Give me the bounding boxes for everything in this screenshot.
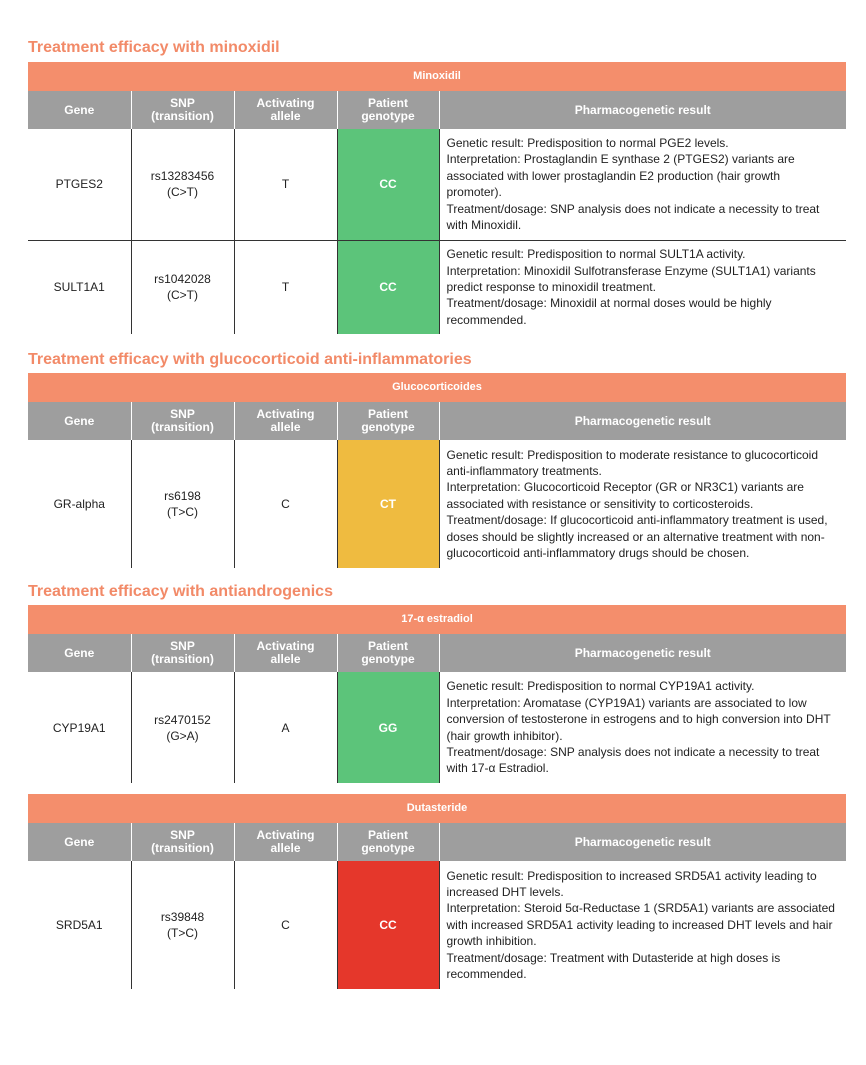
table-row (28, 240, 846, 334)
header-allele: Activating allele (234, 823, 337, 861)
header-snp: SNP (transition) (131, 823, 234, 861)
table-block-minoxidil (28, 62, 846, 334)
genotype-cell: CC (337, 129, 439, 240)
table-header-row (28, 634, 846, 672)
gene-cell: SRD5A1 (55, 918, 103, 932)
header-gene: Gene (28, 402, 131, 440)
table-row (28, 129, 846, 240)
header-result: Pharmacogenetic result (439, 91, 846, 129)
genotype-cell: CC (337, 240, 439, 334)
allele-cell: T (234, 240, 337, 334)
table-block-glucocorticoides (28, 373, 846, 568)
header-snp: SNP (transition) (131, 402, 234, 440)
result-cell: Genetic result: Predisposition to increased SRD5A1 activity leading to increased DHT levels. Interpretation: Steroid 5α-Reductase 1 (SRD5A1) variants are associated with increased SRD5A1 activity leading to increased DHT levels and hair growth inhibition. Treatment/dosage: Treatment with Dutasteride at high doses is recommended. (439, 861, 846, 989)
header-allele: Activating allele (234, 402, 337, 440)
genotype-cell: CC (337, 861, 439, 989)
table-row (28, 440, 846, 568)
pharmacogenetic-table-estradiol (28, 634, 846, 783)
drug-header-dutasteride: Dutasteride (28, 794, 846, 823)
pharmacogenetic-table-dutasteride (28, 823, 846, 989)
result-cell: Genetic result: Predisposition to moderate resistance to glucocorticoid anti-inflammatory treatments. Interpretation: Glucocorticoid Receptor (GR or NR3C1) variants are associated with resistance or sensitivity to corticosteroids. Treatment/dosage: If glucocorticoid anti-inflammatory treatment is used, doses should be slightly increased or an alternative treatment with non-glucocorticoid anti-inflammatory drugs should be chosen. (439, 440, 846, 568)
table-row (28, 672, 846, 783)
drug-header-estradiol: 17-α estradiol (28, 605, 846, 634)
table-header-row (28, 823, 846, 861)
header-result: Pharmacogenetic result (439, 402, 846, 440)
header-snp: SNP (transition) (131, 91, 234, 129)
gene-cell: PTGES2 (55, 177, 103, 192)
allele-cell: A (234, 672, 337, 783)
pharmacogenetic-table-glucocorticoides (28, 402, 846, 568)
section-title-minoxidil: Treatment efficacy with minoxidil (28, 39, 280, 56)
section-title-glucocorticoid: Treatment efficacy with glucocorticoid anti-inflammatories (28, 351, 472, 368)
header-genotype: Patient genotype (337, 823, 439, 861)
table-header-row (28, 91, 846, 129)
snp-cell: rs6198 (T>C) (131, 440, 234, 568)
header-genotype: Patient genotype (337, 91, 439, 129)
header-allele: Activating allele (234, 634, 337, 672)
gene-cell: SULT1A1 (28, 240, 131, 334)
gene-cell: GR-alpha (53, 497, 105, 511)
allele-cell: T (234, 129, 337, 240)
result-cell: Genetic result: Predisposition to normal PGE2 levels. Interpretation: Prostaglandin E synthase 2 (PTGES2) variants are associated with lower prostaglandin E2 production (hair growth promoter). Treatment/dosage: SNP analysis does not indicate a necessity to treat with Minoxidil. (439, 129, 846, 240)
pharmacogenetic-table-minoxidil (28, 91, 846, 334)
snp-cell: rs2470152 (G>A) (131, 672, 234, 783)
header-snp: SNP (transition) (131, 634, 234, 672)
header-genotype: Patient genotype (337, 634, 439, 672)
result-cell: Genetic result: Predisposition to normal CYP19A1 activity. Interpretation: Aromatase (CYP19A1) variants are associated to low conversion of testosterone in estrogens and to high conversion into DHT (hair growth inhibitor). Treatment/dosage: SNP analysis does not indicate a necessity to treat with 17-α Estradiol. (439, 672, 846, 783)
snp-cell: rs39848 (T>C) (131, 861, 234, 989)
snp-cell: rs13283456 (C>T) (131, 129, 234, 240)
header-result: Pharmacogenetic result (439, 823, 846, 861)
table-row (28, 861, 846, 989)
gene-cell: CYP19A1 (52, 720, 106, 735)
header-gene: Gene (28, 823, 131, 861)
genotype-cell: GG (337, 672, 439, 783)
drug-header-minoxidil: Minoxidil (28, 62, 846, 91)
section-title-antiandrogenics: Treatment efficacy with antiandrogenics (28, 583, 333, 600)
header-gene: Gene (28, 634, 131, 672)
header-genotype: Patient genotype (337, 402, 439, 440)
table-block-dutasteride (28, 794, 846, 989)
header-result: Pharmacogenetic result (439, 634, 846, 672)
snp-cell: rs1042028 (C>T) (131, 240, 234, 334)
allele-cell: C (234, 440, 337, 568)
table-block-estradiol (28, 605, 846, 783)
table-header-row (28, 402, 846, 440)
header-allele: Activating allele (234, 91, 337, 129)
genotype-cell: CT (337, 440, 439, 568)
drug-header-glucocorticoides: Glucocorticoides (28, 373, 846, 402)
header-gene: Gene (28, 91, 131, 129)
allele-cell: C (234, 861, 337, 989)
result-cell: Genetic result: Predisposition to normal SULT1A activity. Interpretation: Minoxidil Sulfotransferase Enzyme (SULT1A1) variants predict response to minoxidil treatment. Treatment/dosage: Minoxidil at normal doses would be highly recommended. (439, 240, 846, 334)
